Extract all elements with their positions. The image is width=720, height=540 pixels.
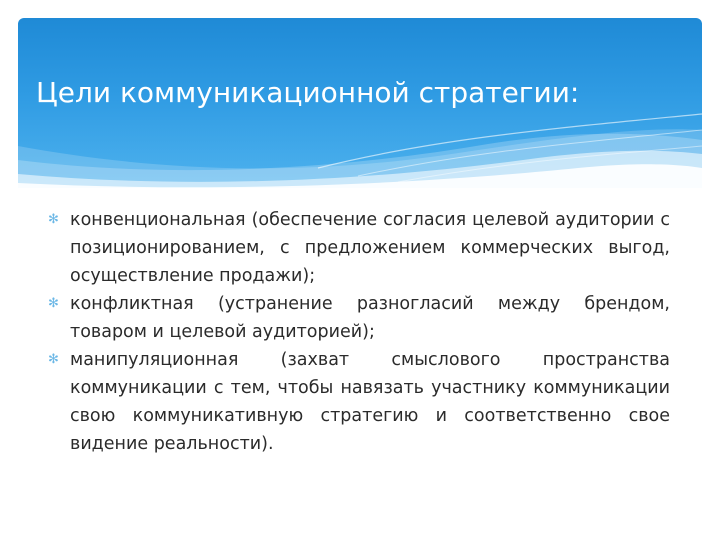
list-item <box>46 346 670 458</box>
list-item-text: манипуляционная (захват смыслового пространства коммуникации с тем, чтобы навязать участнику коммуникации свою коммуникативную стратегию и соответственно свое видение реальности). <box>70 350 670 454</box>
snowflake-bullet-icon: ✻ <box>48 296 59 311</box>
list-item-text: конфликтная (устранение разногласий между брендом, товаром и целевой аудиторией); <box>70 294 670 342</box>
list-item-text: конвенциональная (обеспечение согласия целевой аудитории с позиционированием, с предложением коммерческих выгод, осуществление продажи); <box>70 210 670 286</box>
list-item <box>46 290 670 346</box>
bullet-list <box>46 206 670 458</box>
snowflake-bullet-icon: ✻ <box>48 352 59 367</box>
title-banner <box>18 18 702 188</box>
list-item <box>46 206 670 290</box>
snowflake-bullet-icon: ✻ <box>48 212 59 227</box>
slide-title: Цели коммуникационной стратегии: <box>36 76 580 109</box>
